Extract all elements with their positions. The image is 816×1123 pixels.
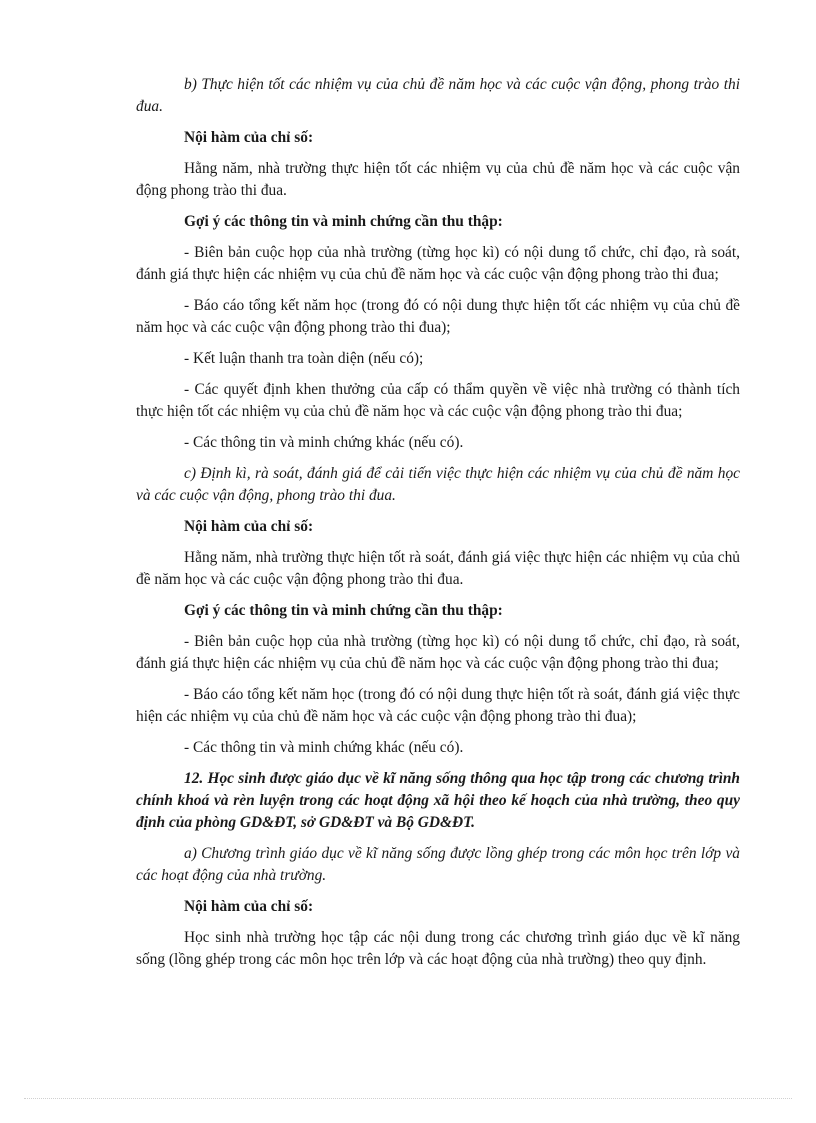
- indicator-scope-text: Hằng năm, nhà trường thực hiện tốt rà soát, đánh giá việc thực hiện các nhiệm vụ của chủ đề năm học và các cuộc vận động phong trào thi đua.: [136, 549, 740, 588]
- standard-12-heading: 12. Học sinh được giáo dục về kĩ năng sống thông qua học tập trong các chương trình chính khoá và rèn luyện trong các hoạt động xã hội theo kế hoạch của nhà trường, theo quy định của phòng GD&ĐT, sở GD&ĐT và Bộ GD&ĐT.: [136, 770, 740, 831]
- indicator-scope-heading: Nội hàm của chỉ số:: [184, 898, 314, 915]
- indicator-scope-text: Học sinh nhà trường học tập các nội dung trong các chương trình giáo dục về kĩ năng sống (lồng ghép trong các môn học trên lớp và các hoạt động của nhà trường) theo quy định.: [136, 929, 740, 968]
- evidence-item: - Các thông tin và minh chứng khác (nếu có).: [184, 739, 464, 756]
- evidence-item: - Báo cáo tổng kết năm học (trong đó có nội dung thực hiện tốt các nhiệm vụ của chủ đề năm học và các cuộc vận động phong trào thi đua);: [136, 297, 740, 336]
- page-bottom-rule: [24, 1098, 792, 1099]
- evidence-heading: Gợi ý các thông tin và minh chứng cần thu thập:: [184, 602, 503, 619]
- evidence-item: - Kết luận thanh tra toàn diện (nếu có);: [184, 350, 424, 367]
- indicator-scope-heading: Nội hàm của chỉ số:: [184, 518, 314, 535]
- evidence-item: - Các quyết định khen thưởng của cấp có thẩm quyền về việc nhà trường có thành tích thực hiện tốt các nhiệm vụ của chủ đề năm học và các cuộc vận động phong trào thi đua;: [136, 381, 740, 420]
- evidence-item: - Các thông tin và minh chứng khác (nếu có).: [184, 434, 464, 451]
- document-page: [136, 74, 740, 980]
- evidence-item: - Biên bản cuộc họp của nhà trường (từng học kì) có nội dung tổ chức, chỉ đạo, rà soát, đánh giá thực hiện các nhiệm vụ của chủ đề năm học và các cuộc vận động phong trào thi đua;: [136, 244, 740, 283]
- indicator-scope-text: Hằng năm, nhà trường thực hiện tốt các nhiệm vụ của chủ đề năm học và các cuộc vận động phong trào thi đua.: [136, 160, 740, 199]
- indicator-scope-heading: Nội hàm của chỉ số:: [184, 129, 314, 146]
- criterion-a-heading: a) Chương trình giáo dục về kĩ năng sống được lồng ghép trong các môn học trên lớp và các hoạt động của nhà trường.: [136, 845, 740, 884]
- criterion-b-heading: b) Thực hiện tốt các nhiệm vụ của chủ đề năm học và các cuộc vận động, phong trào thi đua.: [136, 76, 740, 115]
- evidence-item: - Báo cáo tổng kết năm học (trong đó có nội dung thực hiện tốt rà soát, đánh giá việc thực hiện các nhiệm vụ của chủ đề năm học và các cuộc vận động phong trào thi đua);: [136, 686, 740, 725]
- evidence-item: - Biên bản cuộc họp của nhà trường (từng học kì) có nội dung tổ chức, chỉ đạo, rà soát, đánh giá thực hiện các nhiệm vụ của chủ đề năm học và các cuộc vận động phong trào thi đua;: [136, 633, 740, 672]
- evidence-heading: Gợi ý các thông tin và minh chứng cần thu thập:: [184, 213, 503, 230]
- criterion-c-heading: c) Định kì, rà soát, đánh giá để cải tiến việc thực hiện các nhiệm vụ của chủ đề năm học và các cuộc vận động, phong trào thi đua.: [136, 465, 740, 504]
